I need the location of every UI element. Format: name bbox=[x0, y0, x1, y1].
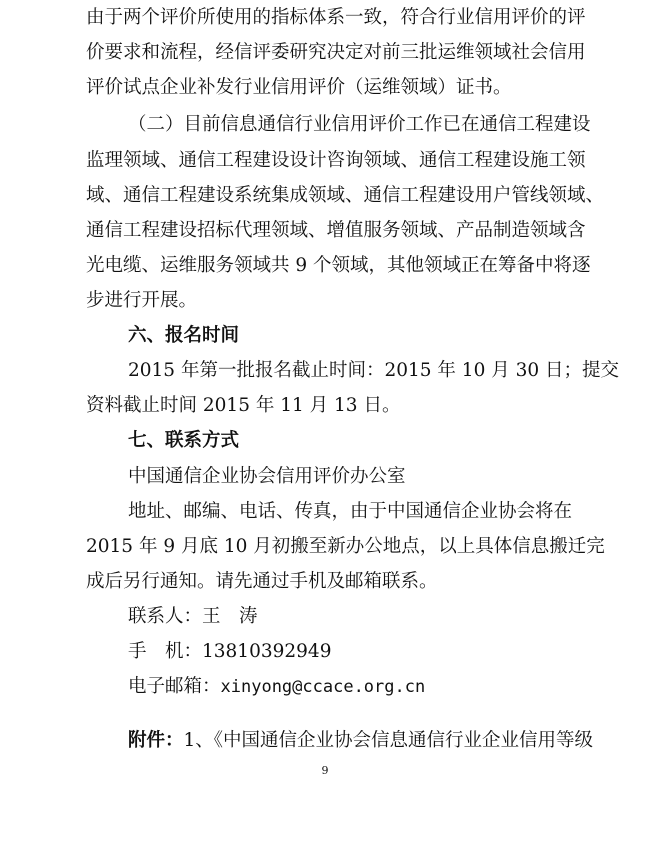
paragraph-line: 域、通信工程建设系统集成领域、通信工程建设用户管线领域、 bbox=[86, 185, 605, 206]
page-number: 9 bbox=[321, 764, 329, 777]
address-line: 地址、邮编、电话、传真，由于中国通信企业协会将在 bbox=[128, 501, 573, 522]
paragraph-line: 监理领域、通信工程建设设计咨询领域、通信工程建设施工领 bbox=[86, 150, 586, 171]
office-name: 中国通信企业协会信用评价办公室 bbox=[128, 466, 406, 487]
registration-deadline-line: 2015 年第一批报名截止时间：2015 年 10 月 30 日；提交 bbox=[128, 360, 620, 381]
paragraph-line: 评价试点企业补发行业信用评价（运维领域）证书。 bbox=[86, 77, 512, 98]
section-heading-contact: 七、联系方式 bbox=[128, 430, 240, 451]
paragraph-line: 通信工程建设招标代理领域、增值服务领域、产品制造领域含 bbox=[86, 220, 586, 241]
contact-email bbox=[128, 673, 564, 701]
email-label: 电子邮箱： bbox=[128, 676, 221, 697]
registration-deadline-line: 资料截止时间 2015 年 11 月 13 日。 bbox=[86, 395, 401, 416]
attachment-text: 1、《中国通信企业协会信息通信行业企业信用等级 bbox=[183, 730, 594, 751]
paragraph-line: 由于两个评价所使用的指标体系一致，符合行业信用评价的评 bbox=[86, 7, 586, 28]
contact-phone: 手 机：13810392949 bbox=[128, 641, 332, 662]
paragraph-line: （二）目前信息通信行业信用评价工作已在通信工程建设 bbox=[128, 114, 591, 135]
attachment-line bbox=[128, 727, 594, 755]
contact-person: 联系人：王 涛 bbox=[128, 606, 258, 627]
attachment-label: 附件： bbox=[128, 730, 184, 751]
address-line: 成后另行通知。请先通过手机及邮箱联系。 bbox=[86, 571, 438, 592]
email-link[interactable]: xinyong@ccace.org.cn bbox=[220, 677, 426, 697]
paragraph-line: 步进行开展。 bbox=[86, 290, 198, 311]
address-line: 2015 年 9 月底 10 月初搬至新办公地点，以上具体信息搬迁完 bbox=[86, 536, 605, 557]
paragraph-line: 价要求和流程，经信评委研究决定对前三批运维领域社会信用 bbox=[86, 42, 586, 63]
paragraph-line: 光电缆、运维服务领域共 9 个领域，其他领域正在筹备中将逐 bbox=[86, 255, 591, 276]
section-heading-registration-time: 六、报名时间 bbox=[128, 325, 240, 346]
